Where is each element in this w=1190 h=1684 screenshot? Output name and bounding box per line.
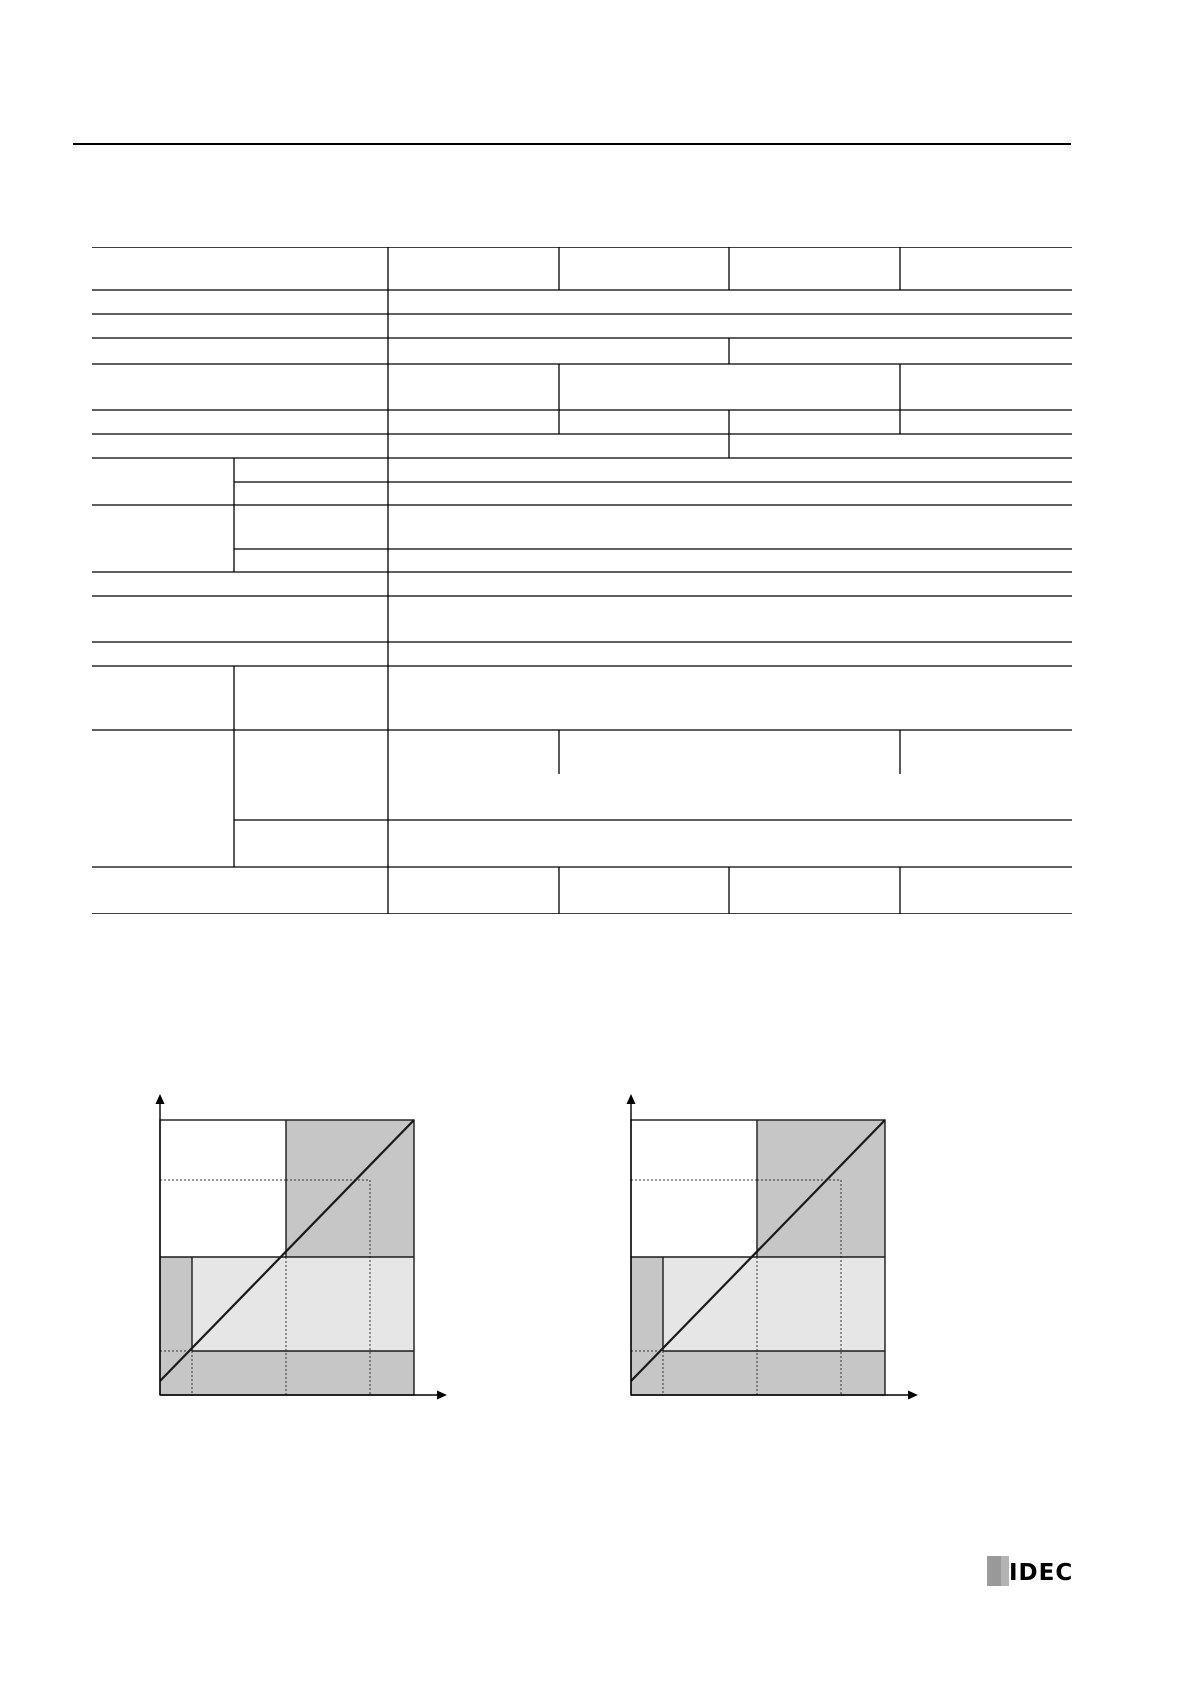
x-axis-arrow (437, 1391, 447, 1400)
y-axis-arrow (156, 1094, 165, 1104)
region-dark-left-strip (160, 1257, 192, 1351)
logo-text: IDEC (1009, 1560, 1074, 1586)
header-rule (73, 143, 1071, 145)
region-diagram-right (611, 1092, 921, 1412)
region-diagram-left (140, 1092, 450, 1412)
x-axis-arrow (908, 1391, 918, 1400)
idec-logo (987, 1556, 1075, 1586)
y-axis-arrow (627, 1094, 636, 1104)
specification-table (92, 247, 1072, 914)
region-dark-left-strip (631, 1257, 663, 1351)
region-dark-bottom (631, 1351, 885, 1395)
region-light-middle (192, 1257, 414, 1351)
region-dark-bottom (160, 1351, 414, 1395)
region-light-middle (663, 1257, 885, 1351)
